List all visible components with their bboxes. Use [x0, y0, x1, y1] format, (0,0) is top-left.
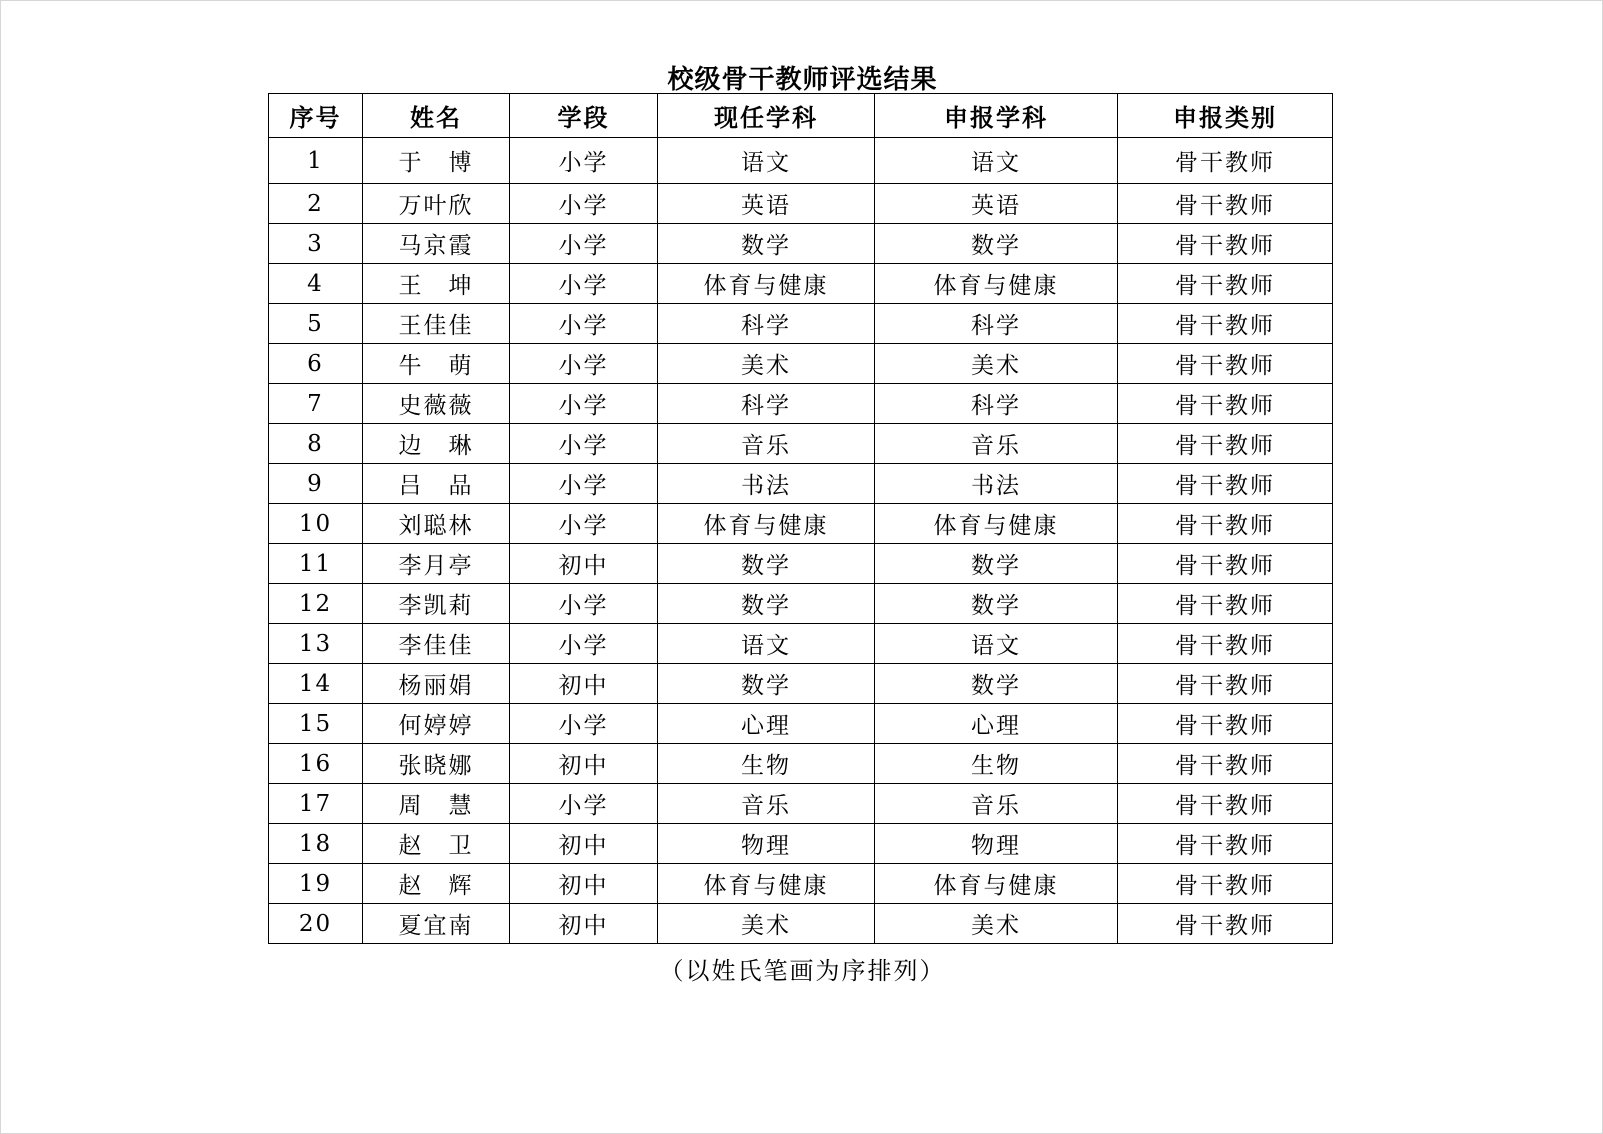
- table-row: [269, 584, 1333, 624]
- cell-category: 骨干教师: [1118, 864, 1333, 904]
- cell-index: 19: [269, 864, 363, 904]
- cell-applied-subject: 语文: [875, 138, 1118, 184]
- cell-applied-subject: 美术: [875, 344, 1118, 384]
- cell-index: 13: [269, 624, 363, 664]
- cell-stage: 小学: [510, 424, 658, 464]
- cell-category: 骨干教师: [1118, 464, 1333, 504]
- cell-current-subject: 体育与健康: [658, 264, 875, 304]
- cell-name: 何婷婷: [363, 704, 510, 744]
- cell-category: 骨干教师: [1118, 824, 1333, 864]
- cell-current-subject: 语文: [658, 624, 875, 664]
- cell-name: 王佳佳: [363, 304, 510, 344]
- cell-stage: 小学: [510, 304, 658, 344]
- cell-name: 于 博: [363, 138, 510, 184]
- cell-name: 赵 辉: [363, 864, 510, 904]
- cell-stage: 小学: [510, 464, 658, 504]
- header-name: 姓名: [363, 94, 510, 138]
- table-row: [269, 304, 1333, 344]
- cell-category: 骨干教师: [1118, 184, 1333, 224]
- cell-current-subject: 数学: [658, 224, 875, 264]
- cell-current-subject: 美术: [658, 904, 875, 944]
- cell-name: 牛 萌: [363, 344, 510, 384]
- cell-index: 3: [269, 224, 363, 264]
- table-row: [269, 424, 1333, 464]
- cell-applied-subject: 科学: [875, 304, 1118, 344]
- cell-applied-subject: 音乐: [875, 784, 1118, 824]
- cell-index: 1: [269, 138, 363, 184]
- cell-current-subject: 心理: [658, 704, 875, 744]
- cell-name: 王 坤: [363, 264, 510, 304]
- cell-category: 骨干教师: [1118, 624, 1333, 664]
- cell-category: 骨干教师: [1118, 744, 1333, 784]
- cell-current-subject: 科学: [658, 304, 875, 344]
- cell-name: 李凯莉: [363, 584, 510, 624]
- cell-name: 史薇薇: [363, 384, 510, 424]
- cell-current-subject: 科学: [658, 384, 875, 424]
- cell-stage: 初中: [510, 904, 658, 944]
- cell-applied-subject: 体育与健康: [875, 504, 1118, 544]
- cell-stage: 小学: [510, 624, 658, 664]
- cell-applied-subject: 数学: [875, 224, 1118, 264]
- cell-stage: 小学: [510, 264, 658, 304]
- table-row: [269, 384, 1333, 424]
- cell-applied-subject: 体育与健康: [875, 264, 1118, 304]
- cell-index: 20: [269, 904, 363, 944]
- cell-stage: 小学: [510, 224, 658, 264]
- table-header-row: [269, 94, 1333, 138]
- cell-name: 张晓娜: [363, 744, 510, 784]
- cell-applied-subject: 音乐: [875, 424, 1118, 464]
- table-row: [269, 544, 1333, 584]
- cell-category: 骨干教师: [1118, 384, 1333, 424]
- header-current-subject: 现任学科: [658, 94, 875, 138]
- cell-name: 赵 卫: [363, 824, 510, 864]
- header-stage: 学段: [510, 94, 658, 138]
- table-row: [269, 224, 1333, 264]
- cell-current-subject: 音乐: [658, 784, 875, 824]
- sort-note: （以姓氏笔画为序排列）: [659, 957, 946, 985]
- cell-applied-subject: 心理: [875, 704, 1118, 744]
- cell-applied-subject: 语文: [875, 624, 1118, 664]
- cell-index: 15: [269, 704, 363, 744]
- cell-applied-subject: 体育与健康: [875, 864, 1118, 904]
- cell-category: 骨干教师: [1118, 544, 1333, 584]
- cell-stage: 小学: [510, 584, 658, 624]
- cell-current-subject: 书法: [658, 464, 875, 504]
- cell-current-subject: 体育与健康: [658, 864, 875, 904]
- cell-applied-subject: 美术: [875, 904, 1118, 944]
- cell-category: 骨干教师: [1118, 304, 1333, 344]
- cell-category: 骨干教师: [1118, 584, 1333, 624]
- cell-category: 骨干教师: [1118, 504, 1333, 544]
- cell-index: 6: [269, 344, 363, 384]
- cell-current-subject: 英语: [658, 184, 875, 224]
- cell-category: 骨干教师: [1118, 784, 1333, 824]
- cell-category: 骨干教师: [1118, 424, 1333, 464]
- cell-current-subject: 物理: [658, 824, 875, 864]
- cell-index: 17: [269, 784, 363, 824]
- cell-stage: 小学: [510, 138, 658, 184]
- header-category: 申报类别: [1118, 94, 1333, 138]
- cell-index: 5: [269, 304, 363, 344]
- cell-applied-subject: 书法: [875, 464, 1118, 504]
- cell-current-subject: 数学: [658, 584, 875, 624]
- cell-applied-subject: 科学: [875, 384, 1118, 424]
- cell-applied-subject: 数学: [875, 664, 1118, 704]
- cell-stage: 小学: [510, 504, 658, 544]
- cell-stage: 初中: [510, 744, 658, 784]
- table-row: [269, 664, 1333, 704]
- table-row: [269, 504, 1333, 544]
- table-row: [269, 824, 1333, 864]
- cell-name: 吕 品: [363, 464, 510, 504]
- cell-name: 刘聪林: [363, 504, 510, 544]
- cell-stage: 小学: [510, 784, 658, 824]
- table-row: [269, 184, 1333, 224]
- header-applied-subject: 申报学科: [875, 94, 1118, 138]
- cell-stage: 初中: [510, 544, 658, 584]
- cell-stage: 小学: [510, 704, 658, 744]
- cell-name: 万叶欣: [363, 184, 510, 224]
- cell-index: 12: [269, 584, 363, 624]
- cell-applied-subject: 生物: [875, 744, 1118, 784]
- cell-current-subject: 数学: [658, 544, 875, 584]
- cell-name: 马京霞: [363, 224, 510, 264]
- results-table: [268, 93, 1333, 944]
- cell-name: 李月亭: [363, 544, 510, 584]
- cell-current-subject: 语文: [658, 138, 875, 184]
- cell-index: 18: [269, 824, 363, 864]
- table-row: [269, 344, 1333, 384]
- cell-index: 9: [269, 464, 363, 504]
- cell-index: 16: [269, 744, 363, 784]
- cell-name: 边 琳: [363, 424, 510, 464]
- cell-category: 骨干教师: [1118, 664, 1333, 704]
- cell-stage: 小学: [510, 384, 658, 424]
- cell-category: 骨干教师: [1118, 224, 1333, 264]
- cell-stage: 小学: [510, 184, 658, 224]
- cell-stage: 初中: [510, 664, 658, 704]
- cell-category: 骨干教师: [1118, 264, 1333, 304]
- cell-applied-subject: 物理: [875, 824, 1118, 864]
- table-row: [269, 264, 1333, 304]
- document-title: 校级骨干教师评选结果: [667, 65, 938, 95]
- table-row: [269, 138, 1333, 184]
- cell-applied-subject: 数学: [875, 584, 1118, 624]
- table-row: [269, 864, 1333, 904]
- table-row: [269, 784, 1333, 824]
- cell-stage: 初中: [510, 864, 658, 904]
- cell-current-subject: 美术: [658, 344, 875, 384]
- cell-category: 骨干教师: [1118, 344, 1333, 384]
- cell-stage: 初中: [510, 824, 658, 864]
- cell-stage: 小学: [510, 344, 658, 384]
- cell-category: 骨干教师: [1118, 904, 1333, 944]
- cell-index: 11: [269, 544, 363, 584]
- table-row: [269, 904, 1333, 944]
- cell-category: 骨干教师: [1118, 138, 1333, 184]
- cell-current-subject: 生物: [658, 744, 875, 784]
- cell-applied-subject: 数学: [875, 544, 1118, 584]
- cell-name: 杨丽娟: [363, 664, 510, 704]
- cell-name: 夏宜南: [363, 904, 510, 944]
- cell-index: 10: [269, 504, 363, 544]
- cell-index: 7: [269, 384, 363, 424]
- cell-index: 4: [269, 264, 363, 304]
- cell-category: 骨干教师: [1118, 704, 1333, 744]
- table-row: [269, 624, 1333, 664]
- cell-applied-subject: 英语: [875, 184, 1118, 224]
- cell-current-subject: 数学: [658, 664, 875, 704]
- header-index: 序号: [269, 94, 363, 138]
- cell-index: 14: [269, 664, 363, 704]
- cell-index: 2: [269, 184, 363, 224]
- table-row: [269, 704, 1333, 744]
- table-row: [269, 464, 1333, 504]
- table-row: [269, 744, 1333, 784]
- cell-current-subject: 体育与健康: [658, 504, 875, 544]
- cell-name: 李佳佳: [363, 624, 510, 664]
- cell-index: 8: [269, 424, 363, 464]
- cell-name: 周 慧: [363, 784, 510, 824]
- cell-current-subject: 音乐: [658, 424, 875, 464]
